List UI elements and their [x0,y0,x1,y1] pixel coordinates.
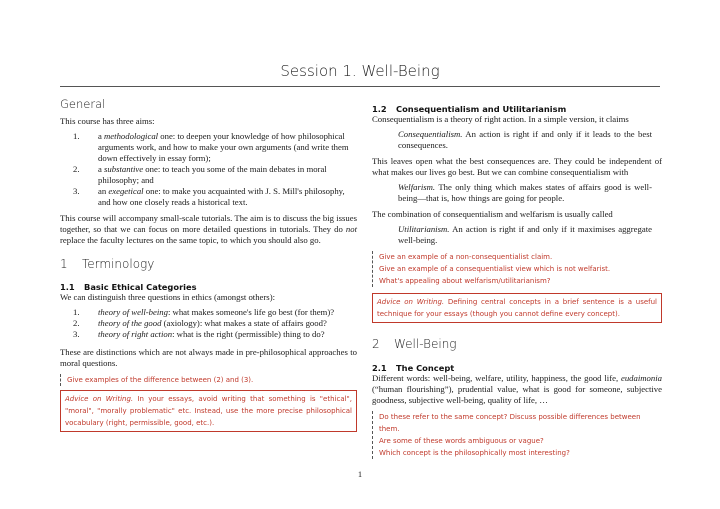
question-line: Do these refer to the same concept? Discuss possible differences between them. [379,413,641,433]
definition-consequentialism: Consequentialism. An action is right if and only if it leads to the best consequences. [398,129,652,150]
definition-welfarism: Welfarism. The only thing which makes states of affairs good is well-being—that is, how things are going for people. [398,182,652,203]
aim-item: 3. an exegetical one: to make you acquainted with J. S. Mill's philosophy, and how one closely reads a historical text. [73,186,345,207]
question-box [372,411,662,459]
subsection-heading-consequentialism: 1.2 Consequentialism and Utilitarianism [372,104,567,114]
question-line: Which concept is the philosophically most interesting? [379,449,570,457]
distinctions-paragraph: These are distinctions which are not always made in pre-philosophical approaches to moral questions. [60,347,357,368]
aims-list [60,131,357,208]
advice-label: Advice on Writing. [65,395,134,403]
general-intro: This course has three aims: [60,116,155,126]
advice-text: Defining central concepts in a brief sentence is a useful technique for your essays (though you cannot define every concept). [377,298,658,318]
ethics-questions-list [60,307,357,340]
question-line: Give an example of a non-consequentialist claim. [379,253,553,261]
title-divider [60,86,660,87]
advice-label: Advice on Writing. [377,298,445,306]
consequentialism-intro: Consequentialism is a theory of right action. In a simple version, it claims [372,114,629,124]
advice-box [372,293,662,323]
question-item: 1. theory of well-being: what makes someone's life go best (for them)? [73,307,335,317]
wellbeing-paragraph: Different words: well-being, welfare, utility, happiness, the good life, eudaimonia (“human flourishing”), prudential value, what is good for someone, subjective goodness, subjective well-being, quality of life, … [372,373,662,405]
consequentialism-mid1: This leaves open what the best consequences are. They could be independent of what makes our lives go best. But we can combine consequentialism with [372,156,662,177]
section-heading-terminology: 1 Terminology [60,257,155,271]
section-heading-well-being: 2 Well-Being [372,337,457,351]
tutorials-paragraph: This course will accompany small-scale tutorials. The aim is to discuss the big issues together, so that we can focus on more detailed questions in tutorials. They do not replace the faculty lectures on the same topic, to which you should also go. [60,213,357,245]
question-line: Give examples of the difference between (2) and (3). [67,376,254,384]
aim-item: 1. a methodological one: to deepen your knowledge of how philosophical arguments work, and how to make your own arguments (and write them down effectively in essay form); [73,131,349,163]
right-column [372,104,662,459]
question-line: Are some of these words ambiguous or vague? [379,437,544,445]
question-item: 2. theory of the good (axiology): what makes a state of affairs good? [73,318,327,328]
question-line: What's appealing about welfarism/utilitarianism? [379,277,551,285]
consequentialism-mid2: The combination of consequentialism and welfarism is usually called [372,209,613,219]
advice-box [60,390,357,432]
terminology-intro: We can distinguish three questions in ethics (amongst others): [60,292,275,302]
question-item: 3. theory of right action: what is the right (permissible) thing to do? [73,329,325,339]
advice-text: In your essays, avoid writing that something is "ethical", "moral", "morally problematic" etc. Instead, use the more precise philosophical vocabulary (right, permissible, good, etc.). [65,395,352,427]
question-box [60,374,357,386]
left-column [60,97,357,432]
definition-utilitarianism: Utilitarianism. An action is right if and only if it maximises aggregate well-being. [398,224,652,245]
general-heading: General [60,97,106,111]
aim-item: 2. a substantive one: to teach you some of the main debates in moral philosophy; and [73,164,327,185]
page-number: 1 [357,469,363,479]
subsection-heading-basic-categories: 1.1 Basic Ethical Categories [60,282,197,292]
question-line: Give an example of a consequentialist view which is not welfarist. [379,265,611,273]
page-title: Session 1. Well-Being [280,62,440,80]
subsection-heading-concept: 2.1 The Concept [372,363,455,373]
question-box [372,251,662,287]
